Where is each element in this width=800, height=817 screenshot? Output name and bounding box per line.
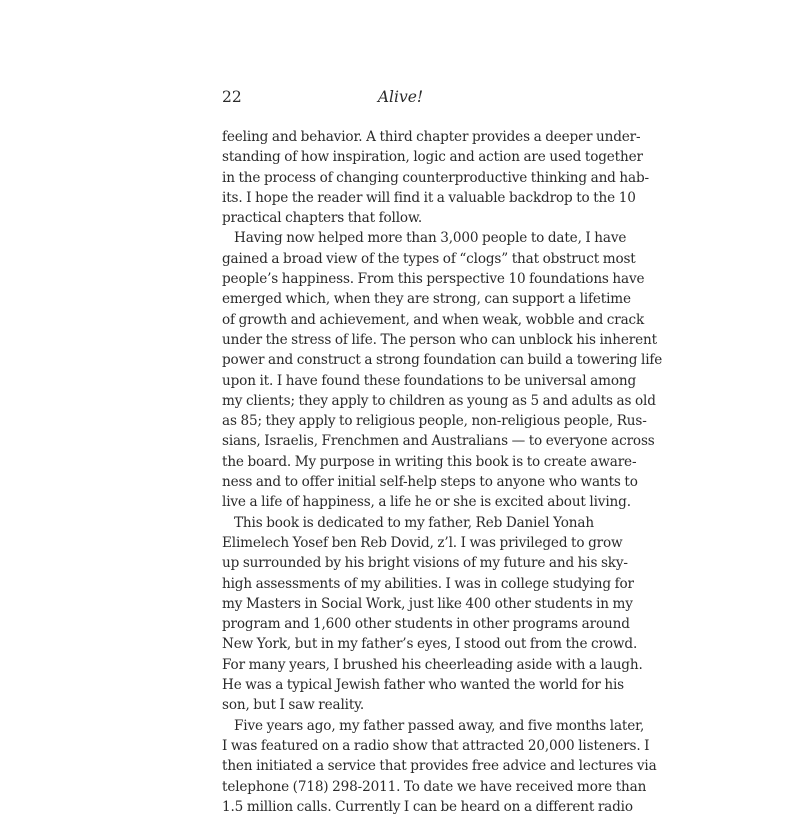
text-line: For many years, I brushed his cheerleading aside with a laugh.: [222, 656, 643, 673]
text-line: New York, but in my father’s eyes, I stood out from the crowd.: [222, 636, 638, 653]
text-line: This book is dedicated to my father, Reb Daniel Yonah: [234, 514, 594, 531]
text-line: the board. My purpose in writing this book is to create aware-: [222, 453, 637, 470]
text-line: then initiated a service that provides free advice and lectures via: [222, 758, 657, 775]
text-line: upon it. I have found these foundations to be universal among: [222, 372, 637, 389]
text-line: up surrounded by his bright visions of my future and his sky-: [222, 555, 628, 572]
paragraph: [222, 716, 657, 817]
text-line: telephone (718) 298-2011. To date we have received more than: [222, 778, 647, 795]
paragraph: [222, 228, 663, 512]
text-line: people’s happiness. From this perspective 10 foundations have: [222, 271, 645, 288]
body-text: [222, 127, 663, 817]
text-line: its. I hope the reader will find it a valuable backdrop to the 10: [222, 189, 636, 206]
running-title: Alive!: [377, 88, 424, 106]
text-line: my clients; they apply to children as young as 5 and adults as old: [222, 392, 656, 409]
text-line: live a life of happiness, a life he or she is excited about living.: [222, 494, 631, 511]
text-line: under the stress of life. The person who can unblock his inherent: [222, 331, 657, 348]
text-line: Elimelech Yosef ben Reb Dovid, z’l. I was privileged to grow: [222, 534, 623, 551]
text-line: high assessments of my abilities. I was in college studying for: [222, 575, 634, 592]
text-line: in the process of changing counterproductive thinking and hab-: [222, 169, 649, 186]
text-line: 1.5 million calls. Currently I can be heard on a different radio: [222, 798, 633, 815]
text-line: of growth and achievement, and when weak, wobble and crack: [222, 311, 645, 328]
text-line: son, but I saw reality.: [222, 697, 365, 714]
text-line: as 85; they apply to religious people, non-religious people, Rus-: [222, 413, 647, 430]
paragraph: [222, 513, 643, 716]
text-line: feeling and behavior. A third chapter provides a deeper under-: [222, 129, 641, 145]
text-line: He was a typical Jewish father who wanted the world for his: [222, 677, 624, 694]
text-line: ness and to offer initial self-help steps to anyone who wants to: [222, 474, 638, 491]
text-line: gained a broad view of the types of “clogs” that obstruct most: [222, 250, 636, 267]
text-line: I was featured on a radio show that attracted 20,000 listeners. I: [222, 737, 650, 754]
text-line: my Masters in Social Work, just like 400 other students in my: [222, 595, 633, 612]
running-head: [222, 86, 579, 108]
text-line: sians, Israelis, Frenchmen and Australians — to everyone across: [222, 433, 655, 450]
paragraph: [222, 127, 649, 228]
book-page: [222, 86, 663, 817]
text-line: Having now helped more than 3,000 people to date, I have: [234, 230, 627, 247]
text-line: power and construct a strong foundation can build a towering life: [222, 352, 663, 369]
text-line: Five years ago, my father passed away, and five months later,: [234, 717, 645, 734]
text-line: standing of how inspiration, logic and action are used together: [222, 149, 643, 166]
text-line: emerged which, when they are strong, can support a lifetime: [222, 291, 631, 308]
text-line: program and 1,600 other students in other programs around: [222, 616, 630, 633]
text-line: practical chapters that follow.: [222, 210, 422, 227]
page-number: 22: [222, 88, 242, 106]
